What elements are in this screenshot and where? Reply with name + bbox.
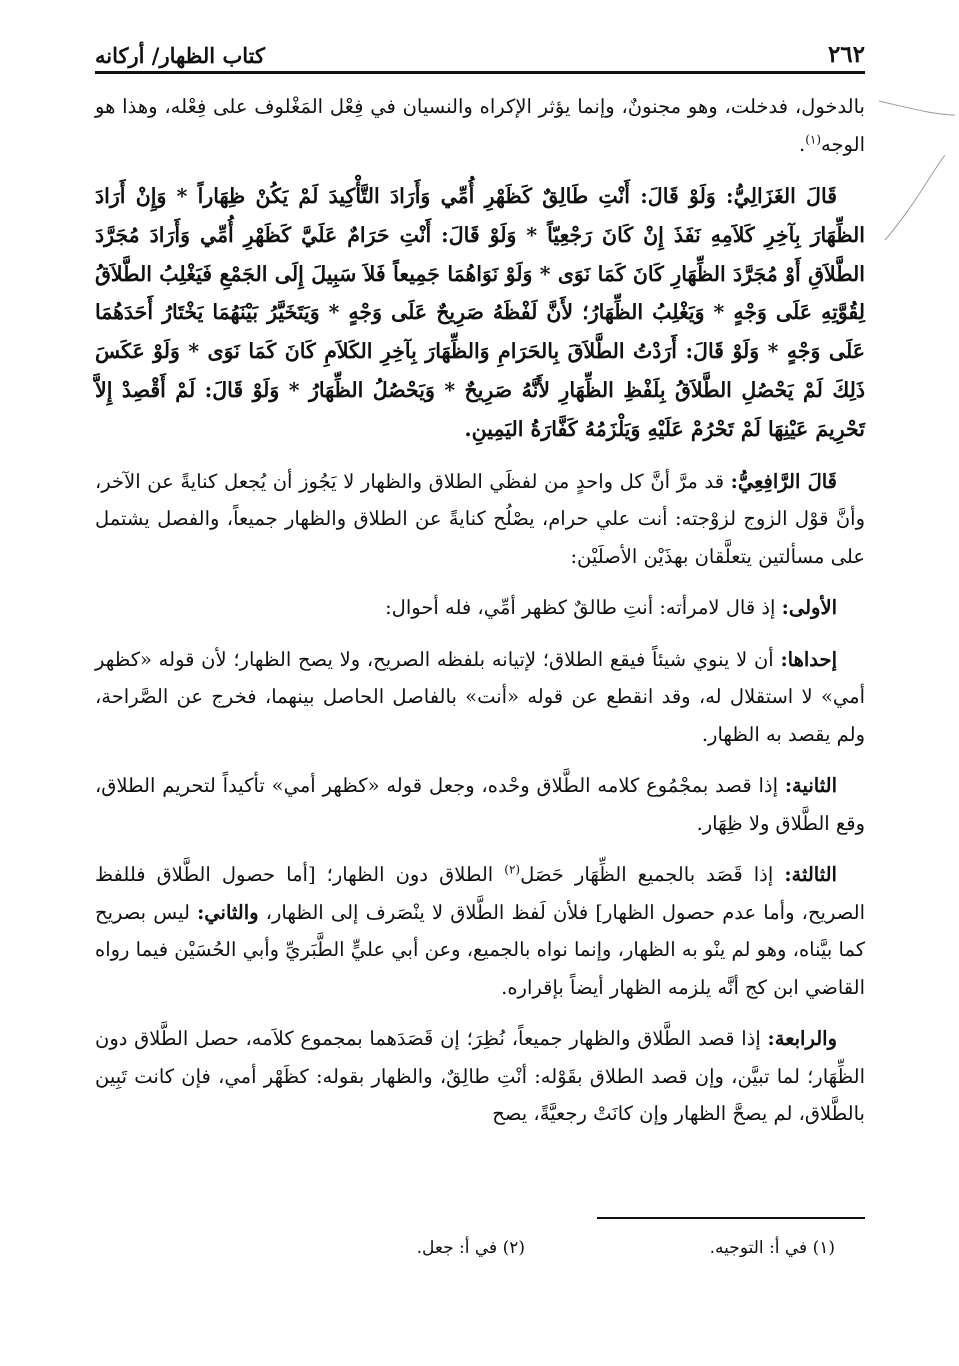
margin-pen-mark <box>875 95 959 245</box>
case-three: الثالثة: إذا قَصَد بالجميع الظِّهَار حَصَل$^{(٢)}$ الطلاق دون الظهار؛ [أما حصول الطَّلاق فللفظ الصريح، وأما عدم حصول الظهار] فلأن لَفظ الطَّلاق لا ينْصَرف إلى الظهار، والثاني: ليس بصريح كما بيَّناه، وهو لم ينْو به الظهار، وإنما نواه بالجميع، وعن أبي عليٍّ الطَّبَريِّ وأبي الحُسَيْن فيما رواه القاضي ابن كج أنَّه يلزمه الظهار أيضاً بإقراره. <box>95 862 865 999</box>
ghazali-text: قَالَ الغَزَالِيُّ: وَلَوْ قَالَ: أَنْتِ طَالِقٌ كَظَهْرِ أُمِّي وَأَرَادَ التَّأْكِيدَ لَمْ يَكُنْ ظِهَاراً * وَإِنْ أَرَادَ الظِّهَارَ بِآخِرِ كَلاَمِهِ نَفَذَ إِنْ كَانَ رَجْعِيّاً * وَلَوْ قَالَ: أَنْتِ حَرَامٌ عَلَيَّ كَظَهْرِ أُمِّي وَأَرَادَ مُجَرَّدَ الطَّلاَقِ أَوْ مُجَرَّدَ الظِّهَارِ كَانَ كَمَا نَوَى * وَلَوْ نَوَاهُمَا جَمِيعاً فَلاَ سَبِيلَ إِلَى الجَمْعِ فَيَغْلِبُ الطَّلاَقُ لِقُوَّتِهِ عَلَى وَجْهٍ * وَيَغْلِبُ الظِّهَارُ؛ لأَنَّ لَفْظَهُ صَرِيحٌ عَلَى وَجْهٍ * وَيَتَخَيَّرُ بَيْنَهُمَا يَخْتَارُ أَحَدَهُمَا عَلَى وَجْهٍ * وَلَوْ قَالَ: أَرَدْتُ الطَّلاَقَ بِالحَرَامِ وَالظِّهَارَ بِآخِرِ الكَلاَمِ كَانَ كَمَا نَوَى * وَلَوْ عَكَسَ ذَلِكَ لَمْ يَحْصُلِ الطَّلاَقُ بِلَفْظِ الظِّهَارِ لأَنَّهُ صَرِيحٌ * وَيَحْصُلُ الظِّهَارُ * وَلَوْ قَالَ: لَمْ أَقْصِدْ إِلاَّ تَحْرِيمَ عَيْنِهَا لَمْ تَحْرُمْ عَلَيْهِ وَيَلْزَمُهُ كَفَّارَةُ اليَمِينِ. <box>95 184 865 441</box>
second-view-label: والثاني: <box>197 900 259 924</box>
footnote-ref-2: (٢) <box>504 862 521 877</box>
running-header <box>95 22 865 72</box>
issue-first: الأولى: إذ قال لامرأته: أنتِ طالقٌ كظهر أمِّي، فله أحوال: <box>385 596 837 620</box>
case-one-label: إحداها: <box>780 647 837 671</box>
case-three-label: الثالثة: <box>784 863 837 887</box>
rafii-label: قَالَ الرَّافِعِيُّ: <box>730 469 838 493</box>
case-four: والرابعة: إذا قصد الطَّلاق والظهار جميعاً، نُظِرَ؛ إن قَصَدَهما بمجموع كلاَمه، حصل الطَّلاق دون الظِّهَار؛ لما تبيَّن، وإن قصد الطلاق بقَوْله: أنْتِ طالِقٌ، والظهار بقوله: كظَهْر أمي، فإن كانت تَبِين بالطَّلاق، لم يصحَّ الظهار وإن كانَتْ رجعيَّةً، يصح <box>95 1027 865 1126</box>
case-two: الثانية: إذا قصد بمجْمُوع كلامه الطَّلاق وحْده، وجعل قوله «كظهر أمي» تأكيداً لتحريم الطلاق، وقع الطَّلاق ولا ظِهَار. <box>95 774 865 835</box>
footnote-2: (٢) في أ: جعل. <box>416 1238 525 1258</box>
header-rule <box>95 71 865 74</box>
footnote-ref-1: (١) <box>805 132 822 146</box>
footnote-rule <box>597 1217 865 1219</box>
page-number: ٢٦٢ <box>827 41 865 68</box>
running-title: كتاب الظهار/ أركانه <box>95 43 265 68</box>
rafii-commentary: قَالَ الرَّافِعِيُّ: قد مرَّ أنَّ كل واحدٍ من لفظَي الطلاق والظهار لا يَجُوز أن يُجعل كنايةً عن الآخر، وأنَّ قوْل الزوج لزوْجته: أنت علي حرام، يصْلُح كنايةً عن الطلاق والظهار جميعاً، والفصل يشتمل على مسألتين يتعلَّقان بهذَيْن الأصلَيْن: <box>95 469 865 568</box>
issue-first-label: الأولى: <box>781 596 837 620</box>
case-one: إحداها: أن لا ينوي شيئاً فيقع الطلاق؛ لإتيانه بلفظه الصريح، ولا يصح الظهار؛ لأن قوله «كظهر أمي» لا استقلال له، وقد انقطع عن قوله «أنت» بالفاصل الحاصل بينهما، فخرج عن الصَّراحة، ولم يقصد به الظهار. <box>95 647 865 746</box>
case-two-label: الثانية: <box>784 774 837 798</box>
paragraph-continuation: بالدخول، فدخلت، وهو مجنونٌ، وإنما يؤثر الإكراه والنسيان في فِعْل المَغْلوف على فِعْله، وهذا هو الوجه$^{(١)}$. <box>95 95 865 156</box>
footnote-1: (١) في أ: التوجيه. <box>709 1238 835 1258</box>
body-text <box>95 88 865 1147</box>
footnotes <box>95 1228 865 1268</box>
case-four-label: والرابعة: <box>767 1027 837 1051</box>
